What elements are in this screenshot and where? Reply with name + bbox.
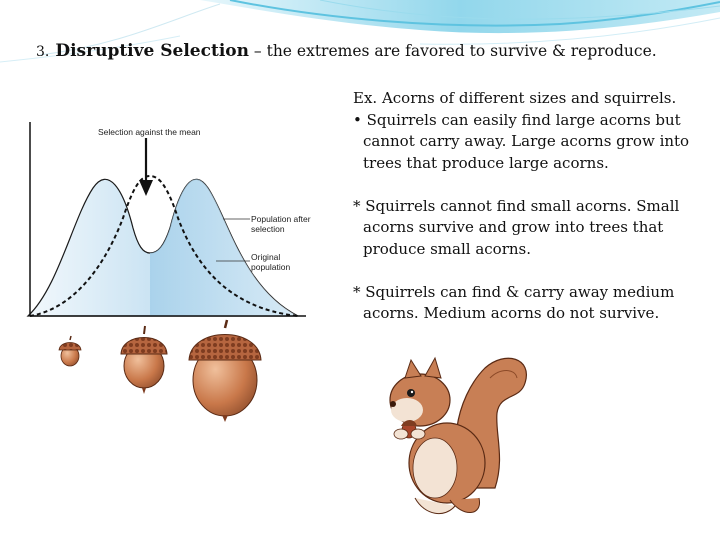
label-original-population: Original population bbox=[251, 252, 291, 272]
selection-figure bbox=[18, 118, 311, 323]
medium-acorn-line-2: acorns. Medium acorns do not survive. bbox=[363, 304, 660, 322]
slide-number: 3. bbox=[36, 44, 50, 60]
header-swoosh bbox=[0, 0, 720, 80]
acorn-large-icon bbox=[189, 320, 261, 422]
small-acorn-line-2: acorns survive and grow into trees that bbox=[363, 218, 664, 236]
small-acorn-line-3: produce small acorns. bbox=[363, 239, 532, 258]
annotation-selection-against-mean: Selection against the mean bbox=[98, 127, 201, 137]
term-definition: – the extremes are favored to survive & reproduce. bbox=[253, 42, 657, 60]
large-acorn-line-2: cannot carry away. Large acorns grow into bbox=[363, 132, 690, 150]
explanation-text bbox=[353, 88, 713, 325]
label-population-after-selection: Population after selection bbox=[251, 214, 311, 234]
large-acorn-line-1: • Squirrels can easily find large acorns but bbox=[353, 110, 681, 129]
medium-acorn-line-1: * Squirrels can find & carry away medium bbox=[353, 282, 675, 301]
example-intro: Ex. Acorns of different sizes and squirrels. bbox=[353, 89, 677, 107]
acorns-illustration bbox=[50, 318, 270, 430]
acorn-medium-icon bbox=[121, 326, 167, 394]
slide-title bbox=[36, 41, 716, 61]
acorn-small-icon bbox=[59, 336, 81, 366]
small-acorn-line-1: * Squirrels cannot find small acorns. Small bbox=[353, 196, 680, 215]
large-acorn-line-3: trees that produce large acorns. bbox=[363, 153, 609, 172]
term-heading: Disruptive Selection bbox=[55, 41, 249, 61]
squirrel-icon bbox=[375, 338, 535, 523]
